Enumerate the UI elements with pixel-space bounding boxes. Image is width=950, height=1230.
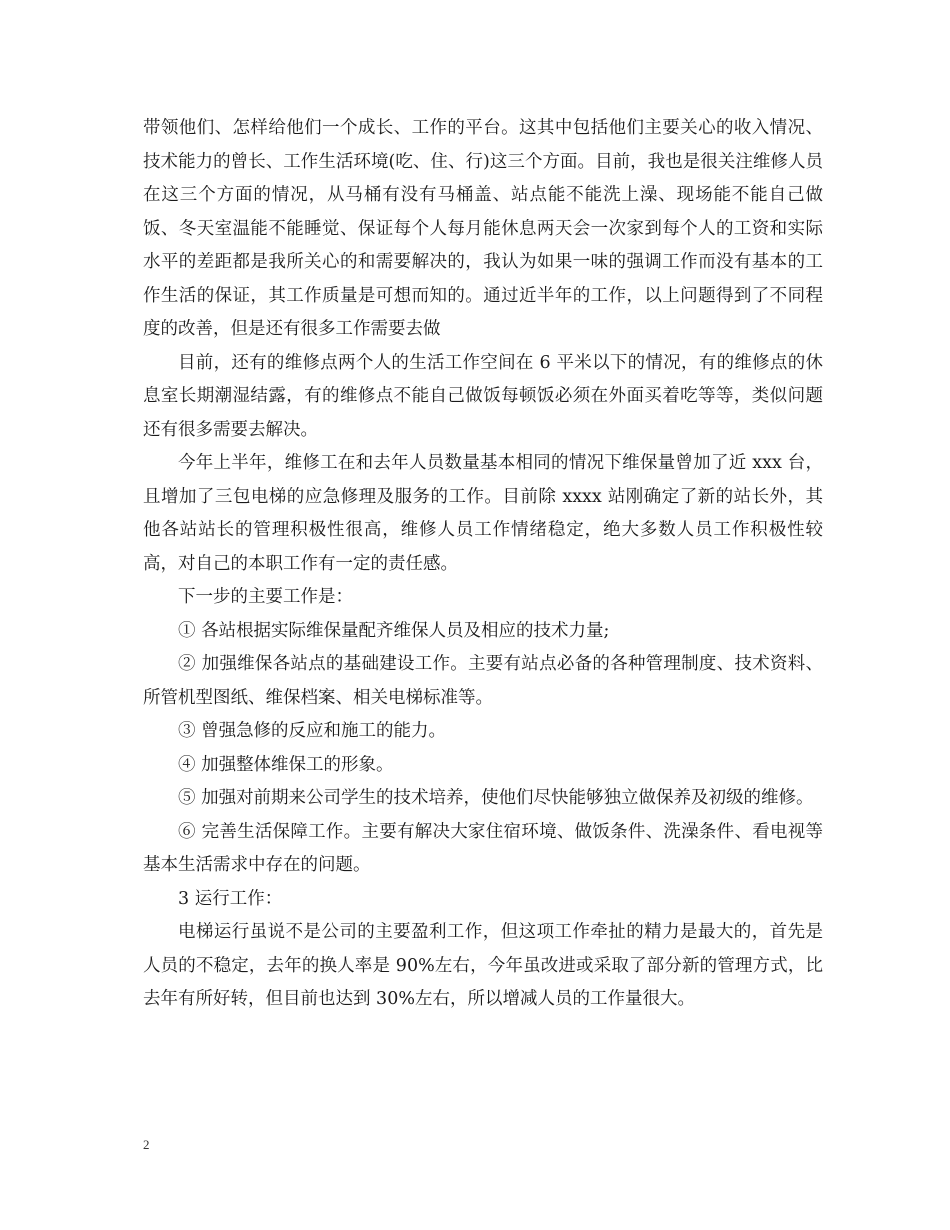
- list-item-2: ② 加强维保各站点的基础建设工作。主要有站点必备的各种管理制度、技术资料、所管机型图纸、维保档案、相关电梯标准等。: [143, 654, 823, 708]
- list-item-1: ① 各站根据实际维保量配齐维保人员及相应的技术力量;: [178, 620, 610, 641]
- list-item-3: ③ 曾强急修的反应和施工的能力。: [178, 721, 447, 741]
- list-item-4: ④ 加强整体维保工的形象。: [178, 754, 394, 775]
- list-item-5: ⑤ 加强对前期来公司学生的技术培养，使他们尽快能够独立做保养及初级的维修。: [178, 788, 814, 808]
- paragraph-1: 带领他们、怎样给他们一个成长、工作的平台。这其中包括他们主要关心的收入情况、技术能力的曾长、工作生活环境(吃、住、行)这三个方面。目前，我也是很关注维修人员在这三个方面的情况，从马桶有没有马桶盖、站点能不能洗上澡、现场能不能自己做饭、冬天室温能不能睡觉、保证每个人每月能休息两天会一次家到每个人的工资和实际水平的差距都是我所关心的和需要解决的，我认为如果一味的强调工作而没有基本的工作生活的保证，其工作质量是可想而知的。通过近半年的工作，以上问题得到了不同程度的改善，但是还有很多工作需要去做: [143, 118, 823, 339]
- paragraph-2: 目前，还有的维修点两个人的生活工作空间在 6 平米以下的情况，有的维修点的休息室长期潮湿结露，有的维修点不能自己做饭每顿饭必须在外面买着吃等等，类似问题还有很多需要去解决。: [143, 352, 823, 440]
- list-heading: 下一步的主要工作是：: [178, 587, 353, 607]
- page-number: 2: [143, 1137, 150, 1152]
- document-body: [143, 112, 823, 1017]
- paragraph-final: 电梯运行虽说不是公司的主要盈利工作，但这项工作牵扯的精力是最大的，首先是人员的不稳定，去年的换人率是 90%左右，今年虽改进或采取了部分新的管理方式，比去年有所好转，但目前也达到 30%左右，所以增减人员的工作量很大。: [143, 922, 823, 1009]
- section-heading: 3 运行工作：: [178, 888, 283, 909]
- paragraph-3: 今年上半年，维修工在和去年人员数量基本相同的情况下维保量曾加了近 xxx 台，且增加了三包电梯的应急修理及服务的工作。目前除 xxxx 站刚确定了新的站长外，其他各站站长的管理积极性很高，维修人员工作情绪稳定，绝大多数人员工作积极性较高，对自己的本职工作有一定的责任感。: [143, 453, 823, 574]
- list-item-6: ⑥ 完善生活保障工作。主要有解决大家住宿环境、做饭条件、洗澡条件、看电视等基本生活需求中存在的问题。: [143, 821, 823, 875]
